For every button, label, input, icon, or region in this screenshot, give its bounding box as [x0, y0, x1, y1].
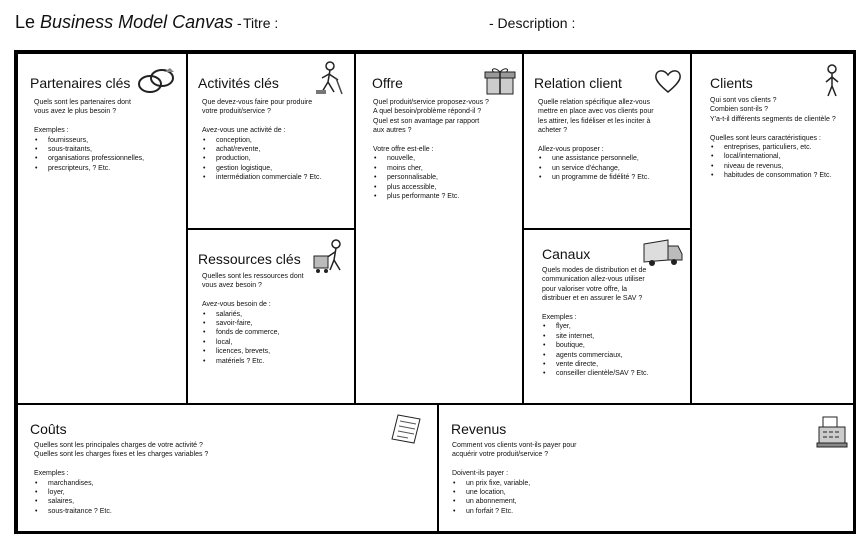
list-item: • loyer, [34, 488, 208, 497]
rings-icon [136, 66, 178, 96]
list-item: • nouvelle, [373, 154, 489, 163]
list-item: • entreprises, particuliers, etc. [710, 143, 836, 152]
revenus-title: Revenus [451, 421, 507, 437]
box-clients [692, 54, 853, 403]
truck-icon [642, 238, 684, 268]
list-item: • achat/revente, [202, 145, 321, 154]
activites-text: Que devez-vous faire pour produire votre produit/service ? Avez-vous une activité de : • conception, • achat/revente, • production, • gestion logistique, • intermédiation commerciale ? Etc. [202, 98, 321, 183]
list-item: • sous-traitants, [34, 145, 144, 154]
box-ressources [188, 230, 354, 403]
list-item: • plus performante ? Etc. [373, 192, 489, 201]
list-item: • intermédiation commerciale ? Etc. [202, 173, 321, 182]
clients-text: Qui sont vos clients ? Combien sont-ils ? Y'a-t-il différents segments de clientèle ? Quelles sont leurs caractéristiques : • entreprises, particuliers, etc. • local/international, • niveau de revenus, • habitudes de consommation ? Etc. [710, 96, 836, 181]
canvas-frame [14, 50, 856, 534]
receipt-icon [390, 413, 424, 447]
cash-register-icon [815, 413, 849, 449]
ressources-title: Ressources clés [198, 251, 301, 267]
couts-title: Coûts [30, 421, 67, 437]
list-item: • habitudes de consommation ? Etc. [710, 171, 836, 180]
list-item: • local, [202, 338, 304, 347]
description-label: - Description : [489, 15, 576, 31]
list-item: • matériels ? Etc. [202, 357, 304, 366]
activites-title: Activités clés [198, 75, 279, 91]
list-item: • salaires, [34, 497, 208, 506]
revenus-text: Comment vos clients vont-ils payer pour acquérir votre produit/service ? Doivent-ils payer : • un prix fixe, variable, • une location, • un abonnement, • un forfait ? Etc. [452, 441, 577, 516]
offre-title: Offre [372, 75, 403, 91]
canaux-title: Canaux [542, 246, 591, 262]
list-item: • organisations professionnelles, [34, 154, 144, 163]
list-item: • prescripteurs, ? Etc. [34, 164, 144, 173]
partenaires-text: Quels sont les partenaires dont vous avez le plus besoin ? Exemples : • fournisseurs, • sous-traitants, • organisations professionnelles, • prescripteurs, ? Etc. [34, 98, 144, 173]
couts-text: Quelles sont les principales charges de votre activité ? Quelles sont les charges fixes et les charges variables ? Exemples : • marchandises, • loyer, • salaires, • sous-traitance ? Etc. [34, 441, 208, 516]
list-item: • marchandises, [34, 479, 208, 488]
partenaires-title: Partenaires clés [30, 75, 131, 91]
list-item: • savoir-faire, [202, 319, 304, 328]
list-item: • fonds de commerce, [202, 328, 304, 337]
heart-icon [654, 68, 682, 94]
list-item: • un abonnement, [452, 497, 577, 506]
titre-label: Titre : [243, 15, 279, 31]
list-item: • conception, [202, 136, 321, 145]
relation-text: Quelle relation spécifique allez-vous mettre en place avec vos clients pour les attirer, les fidéliser et les inciter à acheter ? Allez-vous proposer : • une assistance personnelle, • un service d'échange, • un programme de fidélité ? Etc. [538, 98, 654, 183]
list-item: • moins cher, [373, 164, 489, 173]
canaux-text: Quels modes de distribution et de communication allez-vous utiliser pour valoriser votre offre, la distribuer et en assurer le SAV ? Exemples : • flyer, • site internet, • boutique, • agents commerciaux, • vente directe, • conseiller clientèle/SAV ? Etc. [542, 266, 648, 379]
handtruck-icon [312, 238, 348, 274]
list-item: • sous-traitance ? Etc. [34, 507, 208, 516]
list-item: • une location, [452, 488, 577, 497]
list-item: • salariés, [202, 310, 304, 319]
box-revenus [439, 405, 853, 531]
list-item: • un programme de fidélité ? Etc. [538, 173, 654, 182]
list-item: • niveau de revenus, [710, 162, 836, 171]
list-item: • flyer, [542, 322, 648, 331]
relation-title: Relation client [534, 75, 622, 91]
list-item: • une assistance personnelle, [538, 154, 654, 163]
box-relation [524, 54, 690, 228]
box-couts [18, 405, 437, 531]
list-item: • gestion logistique, [202, 164, 321, 173]
box-activites [188, 54, 354, 228]
list-item: • boutique, [542, 341, 648, 350]
offre-text: Quel produit/service proposez-vous ? A quel besoin/problème répond-il ? Quel est son avantage par rapport aux autres ? Votre offre est-elle : • nouvelle, • moins cher, • personnalisable, • plus accessible, • plus performante ? Etc. [373, 98, 489, 201]
list-item: • vente directe, [542, 360, 648, 369]
list-item: • production, [202, 154, 321, 163]
canvas-title: Le Business Model Canvas - [15, 12, 242, 32]
box-offre [356, 54, 522, 403]
list-item: • conseiller clientèle/SAV ? Etc. [542, 369, 648, 378]
list-item: • personnalisable, [373, 173, 489, 182]
clients-title: Clients [710, 75, 753, 91]
list-item: • un forfait ? Etc. [452, 507, 577, 516]
list-item: • local/international, [710, 152, 836, 161]
list-item: • licences, brevets, [202, 347, 304, 356]
box-canaux [524, 230, 690, 403]
person-icon [822, 64, 842, 98]
box-partenaires [18, 54, 186, 403]
list-item: • fournisseurs, [34, 136, 144, 145]
list-item: • un service d'échange, [538, 164, 654, 173]
list-item: • un prix fixe, variable, [452, 479, 577, 488]
list-item: • plus accessible, [373, 183, 489, 192]
gift-box-icon [484, 66, 518, 96]
list-item: • site internet, [542, 332, 648, 341]
canvas-header [15, 12, 855, 38]
worker-icon [314, 60, 346, 96]
list-item: • agents commerciaux, [542, 351, 648, 360]
ressources-text: Quelles sont les ressources dont vous avez besoin ? Avez-vous besoin de : • salariés, • savoir-faire, • fonds de commerce, • local, • licences, brevets, • matériels ? Etc. [202, 272, 304, 366]
